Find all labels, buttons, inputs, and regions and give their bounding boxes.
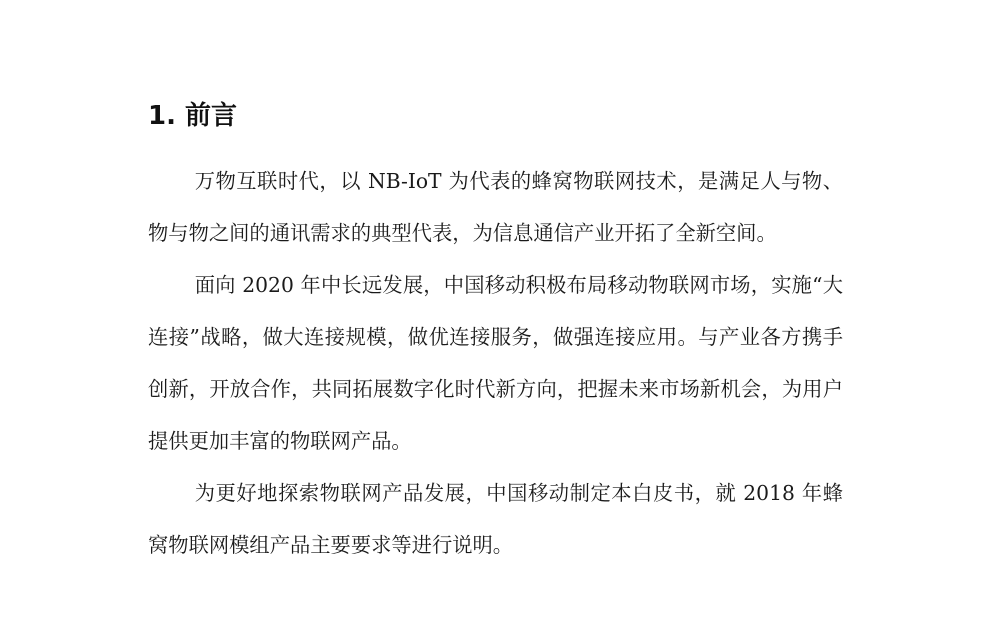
paragraph-1: 万物互联时代，以 NB-IoT 为代表的蜂窝物联网技术，是满足人与物、物与物之间的通讯需求的典型代表，为信息通信产业开拓了全新空间。 xyxy=(148,169,843,245)
paragraph-2: 面向 2020 年中长远发展，中国移动积极布局移动物联网市场，实施“大连接”战略，做大连接规模，做优连接服务，做强连接应用。与产业各方携手创新，开放合作，共同拓展数字化时代新方向，把握未来市场新机会，为用户提供更加丰富的物联网产品。 xyxy=(148,273,843,453)
section-title: 前言 xyxy=(185,101,238,131)
section-heading xyxy=(148,97,237,135)
section-body xyxy=(148,155,843,571)
section-number: 1. xyxy=(148,101,176,131)
paragraph-3: 为更好地探索物联网产品发展，中国移动制定本白皮书，就 2018 年蜂窝物联网模组产品主要要求等进行说明。 xyxy=(148,481,843,557)
